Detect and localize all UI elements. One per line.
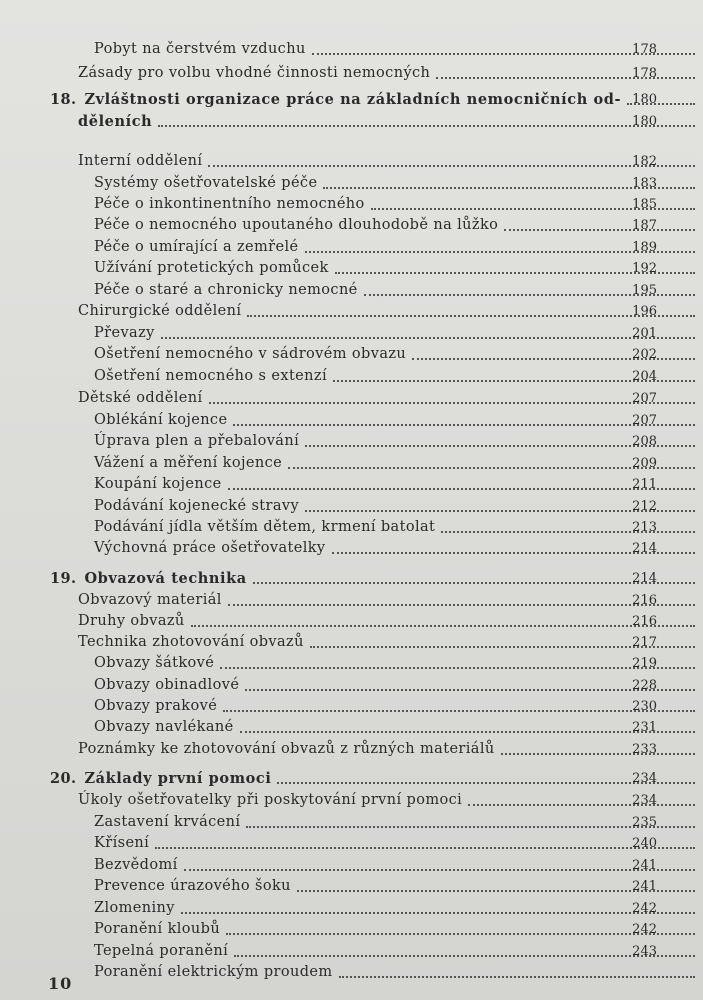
entry-page-number: 242 [632,900,657,916]
dot-leader [184,868,695,871]
entry-title: Výchovná práce ošetřovatelky [94,540,326,556]
entry-page-number: 228 [632,677,657,693]
entry-page-number: 192 [632,260,657,276]
dot-leader [247,314,695,317]
toc-entry [0,738,703,760]
entry-title: Podávání jídla větším dětem, krmení batolat [94,519,436,535]
entry-page-number: 216 [632,592,657,608]
toc-entry [0,811,703,833]
entry-title: Ošetření nemocného v sádrovém obvazu [94,346,407,362]
dot-leader [504,228,695,231]
page-number: 10 [48,974,73,993]
toc-entry [0,193,703,215]
toc-entry [0,236,703,258]
dot-leader [468,803,695,806]
dot-leader [245,688,695,691]
chapter-number: 18. [50,90,77,108]
entry-title: Obvazy prakové [94,698,218,714]
toc-chapter-entry [0,567,703,589]
entry-title: Obvazová technika [84,569,247,587]
entry-title: Bezvědomí [94,857,178,873]
dot-leader [339,975,695,978]
entry-page-number: 242 [632,921,657,937]
entry-page-number: 204 [632,368,657,384]
entry-page-number: 234 [632,792,657,808]
chapter-number: 20. [50,769,77,787]
toc-entry [0,214,703,236]
toc-entry [0,150,703,172]
entry-page-number: 219 [632,655,657,671]
entry-title: Podávání kojenecké stravy [94,498,300,514]
dot-leader [228,603,695,606]
entry-page-number: 240 [632,835,657,851]
entry-page-number: 178 [632,65,657,81]
toc-entry [0,300,703,322]
entry-page-number: 180 [632,91,657,107]
entry-page-number: 189 [632,239,657,255]
entry-page-number: 241 [632,878,657,894]
toc-entry [0,516,703,538]
entry-page-number: 213 [632,519,657,535]
entry-page-number: 212 [632,498,657,514]
entry-title: Úprava plen a přebalování [94,433,300,449]
entry-title: Poranění kloubů [94,921,221,937]
toc-entry [0,918,703,940]
entry-title: Interní oddělení [78,153,203,169]
entry-title: Chirurgické oddělení [78,303,242,319]
toc-entry [0,652,703,674]
entry-title: děleních [78,112,153,130]
entry-page-number: 217 [632,634,657,650]
entry-page-number: 216 [632,613,657,629]
toc-entry [0,257,703,279]
entry-title: Ošetření nemocného s extenzí [94,368,327,384]
toc-entry [0,495,703,517]
toc-entry [0,537,703,559]
toc-entry [0,452,703,474]
toc-entry [0,716,703,738]
toc-entry [0,279,703,301]
entry-title: Technika zhotovování obvazů [78,634,304,650]
entry-title: Obvazy šátkové [94,655,215,671]
entry-title: Koupání kojence [94,476,222,492]
dot-leader [209,401,695,404]
toc-entry [0,832,703,854]
toc-entry [0,875,703,897]
entry-page-number: 234 [632,770,657,786]
entry-title: Převazy [94,325,155,341]
toc-entry [0,172,703,194]
entry-page-number: 195 [632,282,657,298]
entry-title: Tepelná poranění [94,943,229,959]
dot-leader [228,487,695,490]
entry-page-number: 196 [632,303,657,319]
entry-title: Oblékání kojence [94,412,228,428]
entry-title: Poznámky ke zhotovování obvazů z různých materiálů [78,741,495,757]
entry-page-number: 211 [632,476,657,492]
dot-leader [223,709,695,712]
toc-entry [0,387,703,409]
dot-leader [240,730,695,733]
entry-page-number: 243 [632,943,657,959]
entry-page-number: 235 [632,814,657,830]
entry-page-number: 182 [632,153,657,169]
toc-entry [0,940,703,962]
toc-entry [0,430,703,452]
entry-page-number: 241 [632,857,657,873]
entry-page-number: 233 [632,741,657,757]
dot-leader [246,825,695,828]
toc-entry [0,322,703,344]
chapter-number: 19. [50,569,77,587]
dot-leader [253,581,695,584]
entry-page-number: 209 [632,455,657,471]
entry-page-number: 180 [632,113,657,129]
toc-entry [0,473,703,495]
entry-title: Křísení [94,835,150,851]
toc-entry [0,38,703,60]
entry-title: Péče o umírající a zemřelé [94,239,299,255]
entry-title: Obvazový materiál [78,592,222,608]
entry-title: Systémy ošetřovatelské péče [94,175,318,191]
toc-chapter-entry [0,767,703,789]
entry-page-number: 202 [632,346,657,362]
toc-entry [0,365,703,387]
dot-leader [191,624,695,627]
dot-leader [234,954,695,957]
entry-page-number: 214 [632,540,657,556]
entry-page-number: 201 [632,325,657,341]
dot-leader [158,124,695,127]
toc-entry [0,789,703,811]
toc-entry [0,409,703,431]
dot-leader [220,666,695,669]
dot-leader [233,423,695,426]
entry-title: Druhy obvazů [78,613,185,629]
entry-page-number: 208 [632,433,657,449]
toc-entry [0,854,703,876]
entry-title: Prevence úrazového šoku [94,878,291,894]
toc-entry [0,897,703,919]
dot-leader [208,164,695,167]
toc-entry [0,695,703,717]
entry-title: Zastavení krvácení [94,814,241,830]
entry-title: Péče o staré a chronicky nemocné [94,282,358,298]
entry-title: Poranění elektrickým proudem [94,964,333,980]
entry-title: Zásady pro volbu vhodné činnosti nemocných [78,65,431,81]
toc-entry [0,674,703,696]
toc-entry [0,62,703,84]
entry-page-number: 207 [632,412,657,428]
entry-title: Vážení a měření kojence [94,455,283,471]
entry-page-number: 207 [632,390,657,406]
toc-entry [0,610,703,632]
entry-title: Užívání protetických pomůcek [94,260,329,276]
entry-title: Péče o inkontinentního nemocného [94,196,365,212]
entry-title: Úkoly ošetřovatelky při poskytování první pomoci [78,792,463,808]
entry-page-number: 214 [632,570,657,586]
entry-page-number: 183 [632,175,657,191]
entry-title: Zvláštnosti organizace práce na základních nemocničních od- [84,90,622,108]
entry-page-number: 187 [632,217,657,233]
dot-leader [501,752,695,755]
entry-title: Obvazy obinadlové [94,677,240,693]
toc-entry [0,631,703,653]
dot-leader [161,336,695,339]
toc-entry [0,589,703,611]
entry-title: Péče o nemocného upoutaného dlouhodobě na lůžko [94,217,499,233]
entry-title: Základy první pomoci [84,769,272,787]
entry-title: Obvazy navlékané [94,719,234,735]
dot-leader [155,846,695,849]
entry-page-number: 185 [632,196,657,212]
dot-leader [226,932,695,935]
dot-leader [181,911,695,914]
toc-entry [0,343,703,365]
toc-chapter-entry [0,110,703,132]
toc-entry [0,961,703,983]
entry-page-number: 178 [632,41,657,57]
toc-chapter-entry [0,88,703,110]
entry-title: Zlomeniny [94,900,175,916]
entry-title: Pobyt na čerstvém vzduchu [94,41,306,57]
entry-page-number: 231 [632,719,657,735]
entry-page-number: 230 [632,698,657,714]
entry-title: Dětské oddělení [78,390,203,406]
